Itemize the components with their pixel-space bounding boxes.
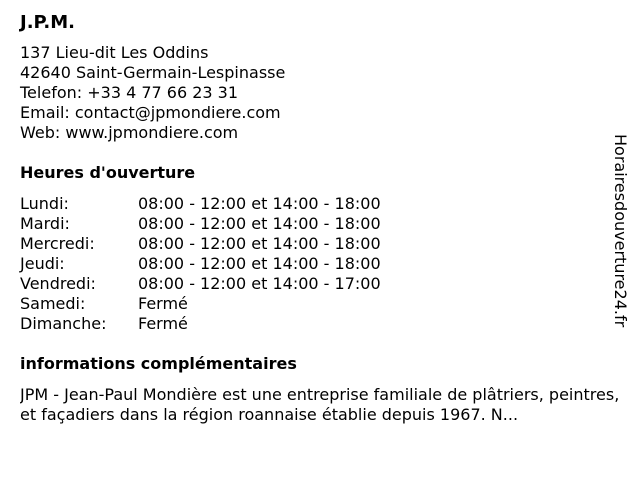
hours-row-thursday	[20, 254, 381, 274]
day-hours: 08:00 - 12:00 et 14:00 - 18:00	[138, 214, 381, 233]
day-hours: 08:00 - 12:00 et 14:00 - 17:00	[138, 274, 381, 293]
email-address: Email: contact@jpmondiere.com	[20, 103, 281, 122]
day-hours: 08:00 - 12:00 et 14:00 - 18:00	[138, 254, 381, 273]
day-label: Vendredi:	[20, 274, 96, 293]
day-label: Mercredi:	[20, 234, 95, 253]
day-label: Dimanche:	[20, 314, 107, 333]
day-hours: Fermé	[138, 314, 188, 333]
business-card	[20, 12, 620, 425]
hours-row-friday	[20, 274, 381, 294]
hours-row-sunday	[20, 314, 381, 334]
business-name: J.P.M.	[20, 12, 76, 33]
site-watermark: Horairesdouverture24.fr	[611, 134, 630, 328]
contact-block	[20, 43, 610, 143]
day-label: Lundi:	[20, 194, 69, 213]
opening-hours-heading: Heures d'ouverture	[20, 163, 196, 182]
day-label: Mardi:	[20, 214, 70, 233]
website-url: Web: www.jpmondiere.com	[20, 123, 239, 142]
hours-row-tuesday	[20, 214, 381, 234]
hours-row-saturday	[20, 294, 381, 314]
hours-row-monday	[20, 194, 381, 214]
day-label: Samedi:	[20, 294, 86, 313]
day-hours: 08:00 - 12:00 et 14:00 - 18:00	[138, 194, 381, 213]
day-label: Jeudi:	[20, 254, 65, 273]
additional-info-heading: informations complémentaires	[20, 354, 297, 373]
day-hours: Fermé	[138, 294, 188, 313]
additional-info-text: JPM - Jean-Paul Mondière est une entreprise familiale de plâtriers, peintres, et façadiers dans la région roannaise établie depuis 1967. N...	[20, 385, 620, 424]
hours-row-wednesday	[20, 234, 381, 254]
opening-hours-table	[20, 194, 381, 334]
address-city: 42640 Saint-Germain-Lespinasse	[20, 63, 286, 82]
address-street: 137 Lieu-dit Les Oddins	[20, 43, 209, 62]
day-hours: 08:00 - 12:00 et 14:00 - 18:00	[138, 234, 381, 253]
phone-number: Telefon: +33 4 77 66 23 31	[20, 83, 239, 102]
